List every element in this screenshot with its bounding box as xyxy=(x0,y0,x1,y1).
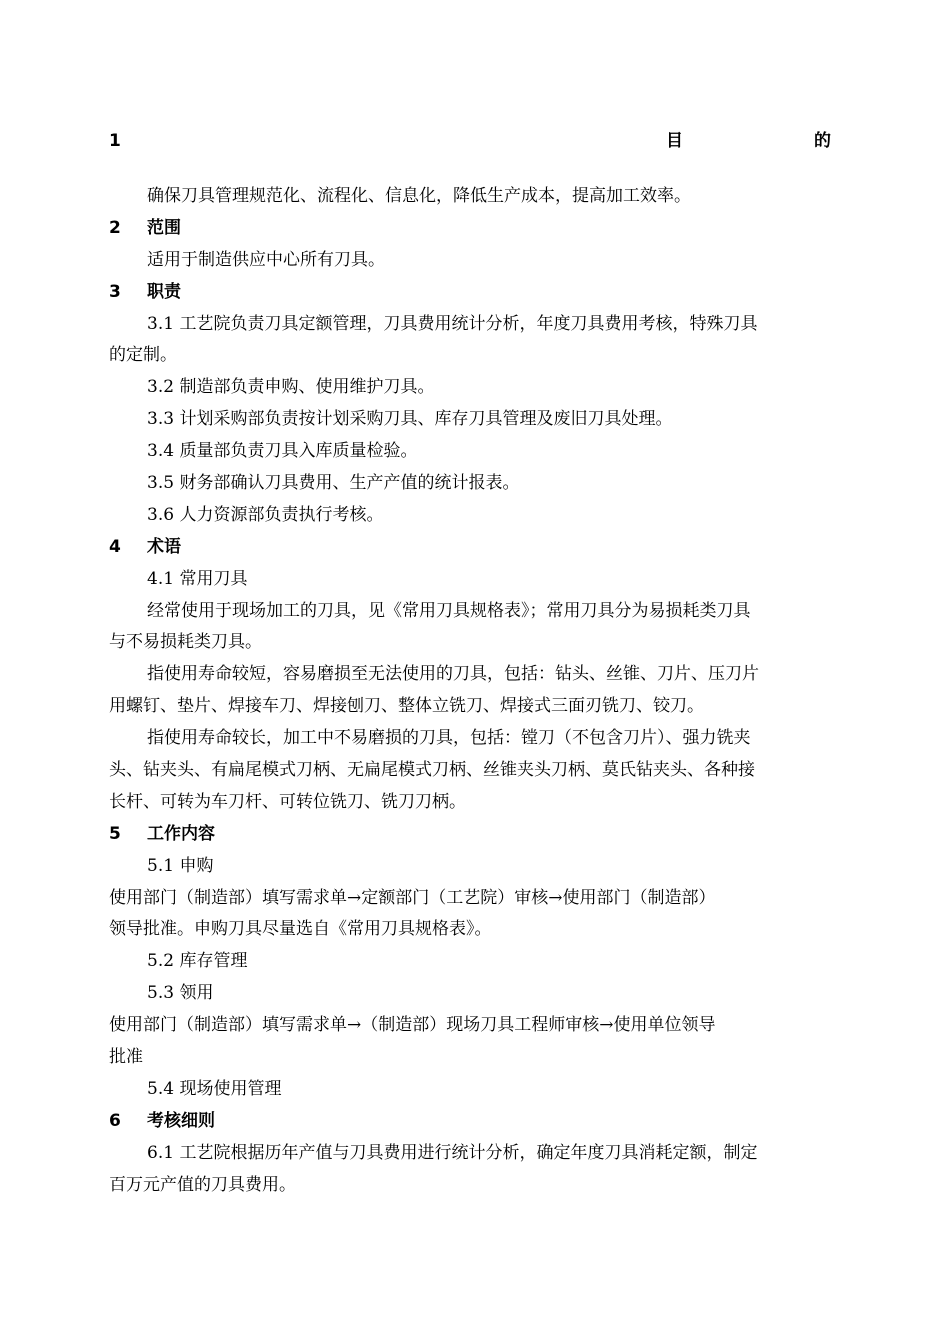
section-title-char: 的 xyxy=(814,131,831,151)
section-number: 3 xyxy=(109,282,121,302)
paragraph: 6.1 工艺院根据历年产值与刀具费用进行统计分析，确定年度刀具消耗定额，制定 xyxy=(147,1143,758,1163)
paragraph: 指使用寿命较长，加工中不易磨损的刀具，包括：镗刀（不包含刀片）、强力铣夹 xyxy=(147,728,751,748)
paragraph-continuation: 批准 xyxy=(109,1047,143,1067)
paragraph: 经常使用于现场加工的刀具，见《常用刀具规格表》；常用刀具分为易损耗类刀具 xyxy=(147,601,751,621)
paragraph: 3.6 人力资源部负责执行考核。 xyxy=(147,505,384,525)
paragraph: 3.3 计划采购部负责按计划采购刀具、库存刀具管理及废旧刀具处理。 xyxy=(147,409,673,429)
paragraph-continuation: 长杆、可转为车刀杆、可转位铣刀、铣刀刀柄。 xyxy=(109,792,466,812)
paragraph: 指使用寿命较短，容易磨损至无法使用的刀具，包括：钻头、丝锥、刀片、压刀片 xyxy=(147,664,759,684)
section-title: 工作内容 xyxy=(147,824,215,844)
subsection-title: 4.1 常用刀具 xyxy=(147,569,248,589)
paragraph: 3.5 财务部确认刀具费用、生产产值的统计报表。 xyxy=(147,473,520,493)
paragraph: 使用部门（制造部）填写需求单→（制造部）现场刀具工程师审核→使用单位领导 xyxy=(109,1015,716,1035)
paragraph: 3.2 制造部负责申购、使用维护刀具。 xyxy=(147,377,435,397)
section-number: 2 xyxy=(109,218,121,238)
section-number: 6 xyxy=(109,1111,121,1131)
section-title-char: 目 xyxy=(666,131,683,151)
subsection-title: 5.4 现场使用管理 xyxy=(147,1079,282,1099)
section-number: 4 xyxy=(109,537,121,557)
subsection-title: 5.3 领用 xyxy=(147,983,214,1003)
paragraph: 确保刀具管理规范化、流程化、信息化，降低生产成本，提高加工效率。 xyxy=(147,186,691,206)
paragraph-continuation: 与不易损耗类刀具。 xyxy=(109,632,262,652)
paragraph-continuation: 用螺钉、垫片、焊接车刀、焊接刨刀、整体立铣刀、焊接式三面刃铣刀、铰刀。 xyxy=(109,696,704,716)
section-number: 5 xyxy=(109,824,121,844)
subsection-title: 5.1 申购 xyxy=(147,856,214,876)
section-number: 1 xyxy=(109,131,121,151)
section-1-heading xyxy=(109,130,832,152)
paragraph: 3.1 工艺院负责刀具定额管理，刀具费用统计分析，年度刀具费用考核，特殊刀具 xyxy=(147,314,758,334)
paragraph-continuation: 领导批准。申购刀具尽量选自《常用刀具规格表》。 xyxy=(109,919,492,939)
section-title: 范围 xyxy=(147,218,181,238)
paragraph: 3.4 质量部负责刀具入库质量检验。 xyxy=(147,441,418,461)
paragraph-continuation: 头、钻夹头、有扁尾模式刀柄、无扁尾模式刀柄、丝锥夹头刀柄、莫氏钻夹头、各种接 xyxy=(109,760,755,780)
paragraph-continuation: 的定制。 xyxy=(109,345,177,365)
subsection-title: 5.2 库存管理 xyxy=(147,951,248,971)
section-title: 考核细则 xyxy=(147,1111,215,1131)
section-title: 职责 xyxy=(147,282,181,302)
paragraph: 适用于制造供应中心所有刀具。 xyxy=(147,250,385,270)
paragraph-continuation: 百万元产值的刀具费用。 xyxy=(109,1175,296,1195)
section-title: 术语 xyxy=(147,537,181,557)
paragraph: 使用部门（制造部）填写需求单→定额部门（工艺院）审核→使用部门（制造部） xyxy=(109,888,716,908)
